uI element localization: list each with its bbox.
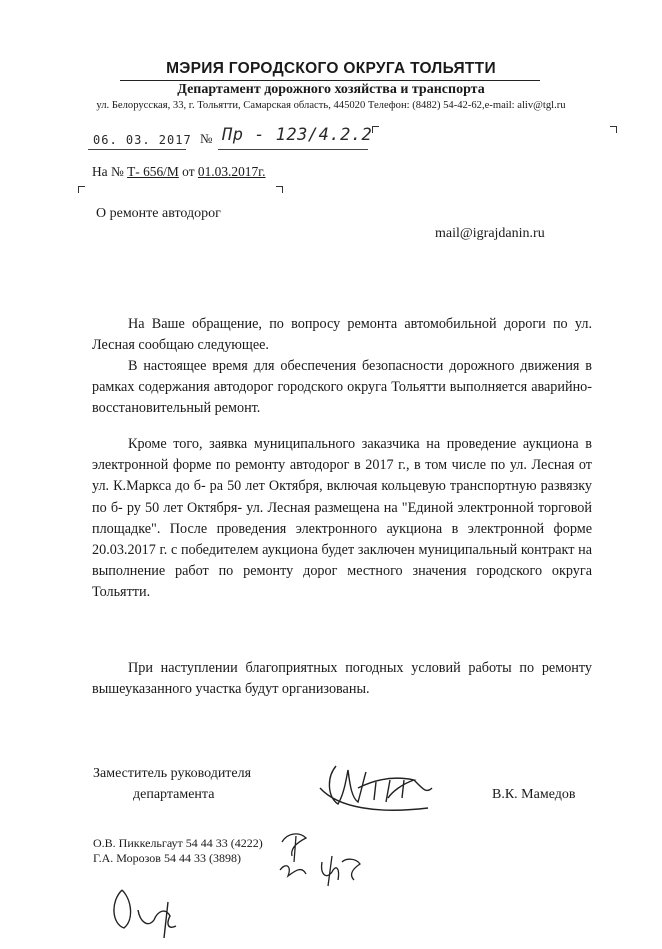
organization-title: МЭРИЯ ГОРОДСКОГО ОКРУГА ТОЛЬЯТТИ	[166, 60, 496, 77]
corner-mark	[610, 126, 617, 133]
letter-subject: О ремонте автодорог	[96, 206, 221, 221]
body-paragraph: В настоящее время для обеспечения безопасности дорожного движения в рамках содержания автодорог городского округа Тольятти выполняется аварийно- восстановительный ремонт.	[92, 358, 592, 417]
reference-date: 01.03.2017г.	[197, 164, 266, 179]
body-paragraph: При наступлении благоприятных погодных условий работы по ремонту вышеуказанного участка будут организованы.	[92, 660, 592, 698]
executor-2: Г.А. Морозов 54 44 33 (3898)	[93, 851, 241, 865]
main-signature	[318, 758, 448, 818]
corner-mark	[78, 186, 85, 193]
approval-initials	[276, 822, 386, 892]
date-underline	[88, 149, 186, 150]
corner-mark	[276, 186, 283, 193]
department-title: Департамент дорожного хозяйства и транспорта	[177, 82, 485, 97]
department-address: ул. Белорусская, 33, г. Тольятти, Самарская область, 445020 Телефон: (8482) 54-42-62,е-mail: aliv@tgl.ru	[96, 100, 566, 111]
header-divider	[120, 80, 540, 81]
recipient-email: mail@igrajdanin.ru	[435, 226, 545, 241]
registration-number: Пр - 123/4.2.2	[222, 125, 373, 145]
reference-number: Т- 656/М	[127, 164, 179, 179]
signatory-title-line1: Заместитель руководителя	[93, 766, 252, 781]
body-paragraph: Кроме того, заявка муниципального заказчика на проведение аукциона в электронной форме по ремонту автодорог в 2017 г., в том числе по ул. Лесная от ул. К.Маркса до б- ра 50 лет Октября, включая кольцевую транспортную развязку по б- ру 50 лет Октября- ул. Лесная размещена на "Единой электронной торговой площадке". После проведения электронного аукциона в электронной форме 20.03.2017 г. с победителем аукциона будет заключен муниципальный контракт на выполнение работ по ремонту дорог местного значения городского округа Тольятти.	[92, 436, 592, 601]
signatory-name: В.К. Мамедов	[492, 787, 576, 802]
signatory-title-line2: департамента	[133, 787, 215, 802]
body-paragraph: На Ваше обращение, по вопросу ремонта автомобильной дороги по ул. Лесная сообщаю следующее.	[92, 316, 592, 354]
reference-from: от	[182, 164, 195, 179]
corner-mark	[372, 126, 379, 133]
reference-prefix: На №	[92, 164, 124, 179]
executor-1: О.В. Пиккельгаут 54 44 33 (4222)	[93, 836, 263, 850]
registration-date: 06. 03. 2017	[93, 133, 192, 147]
reference-line	[92, 164, 266, 180]
corner-handwritten-mark	[108, 880, 198, 940]
number-sign: №	[200, 131, 213, 146]
number-underline	[218, 149, 368, 150]
